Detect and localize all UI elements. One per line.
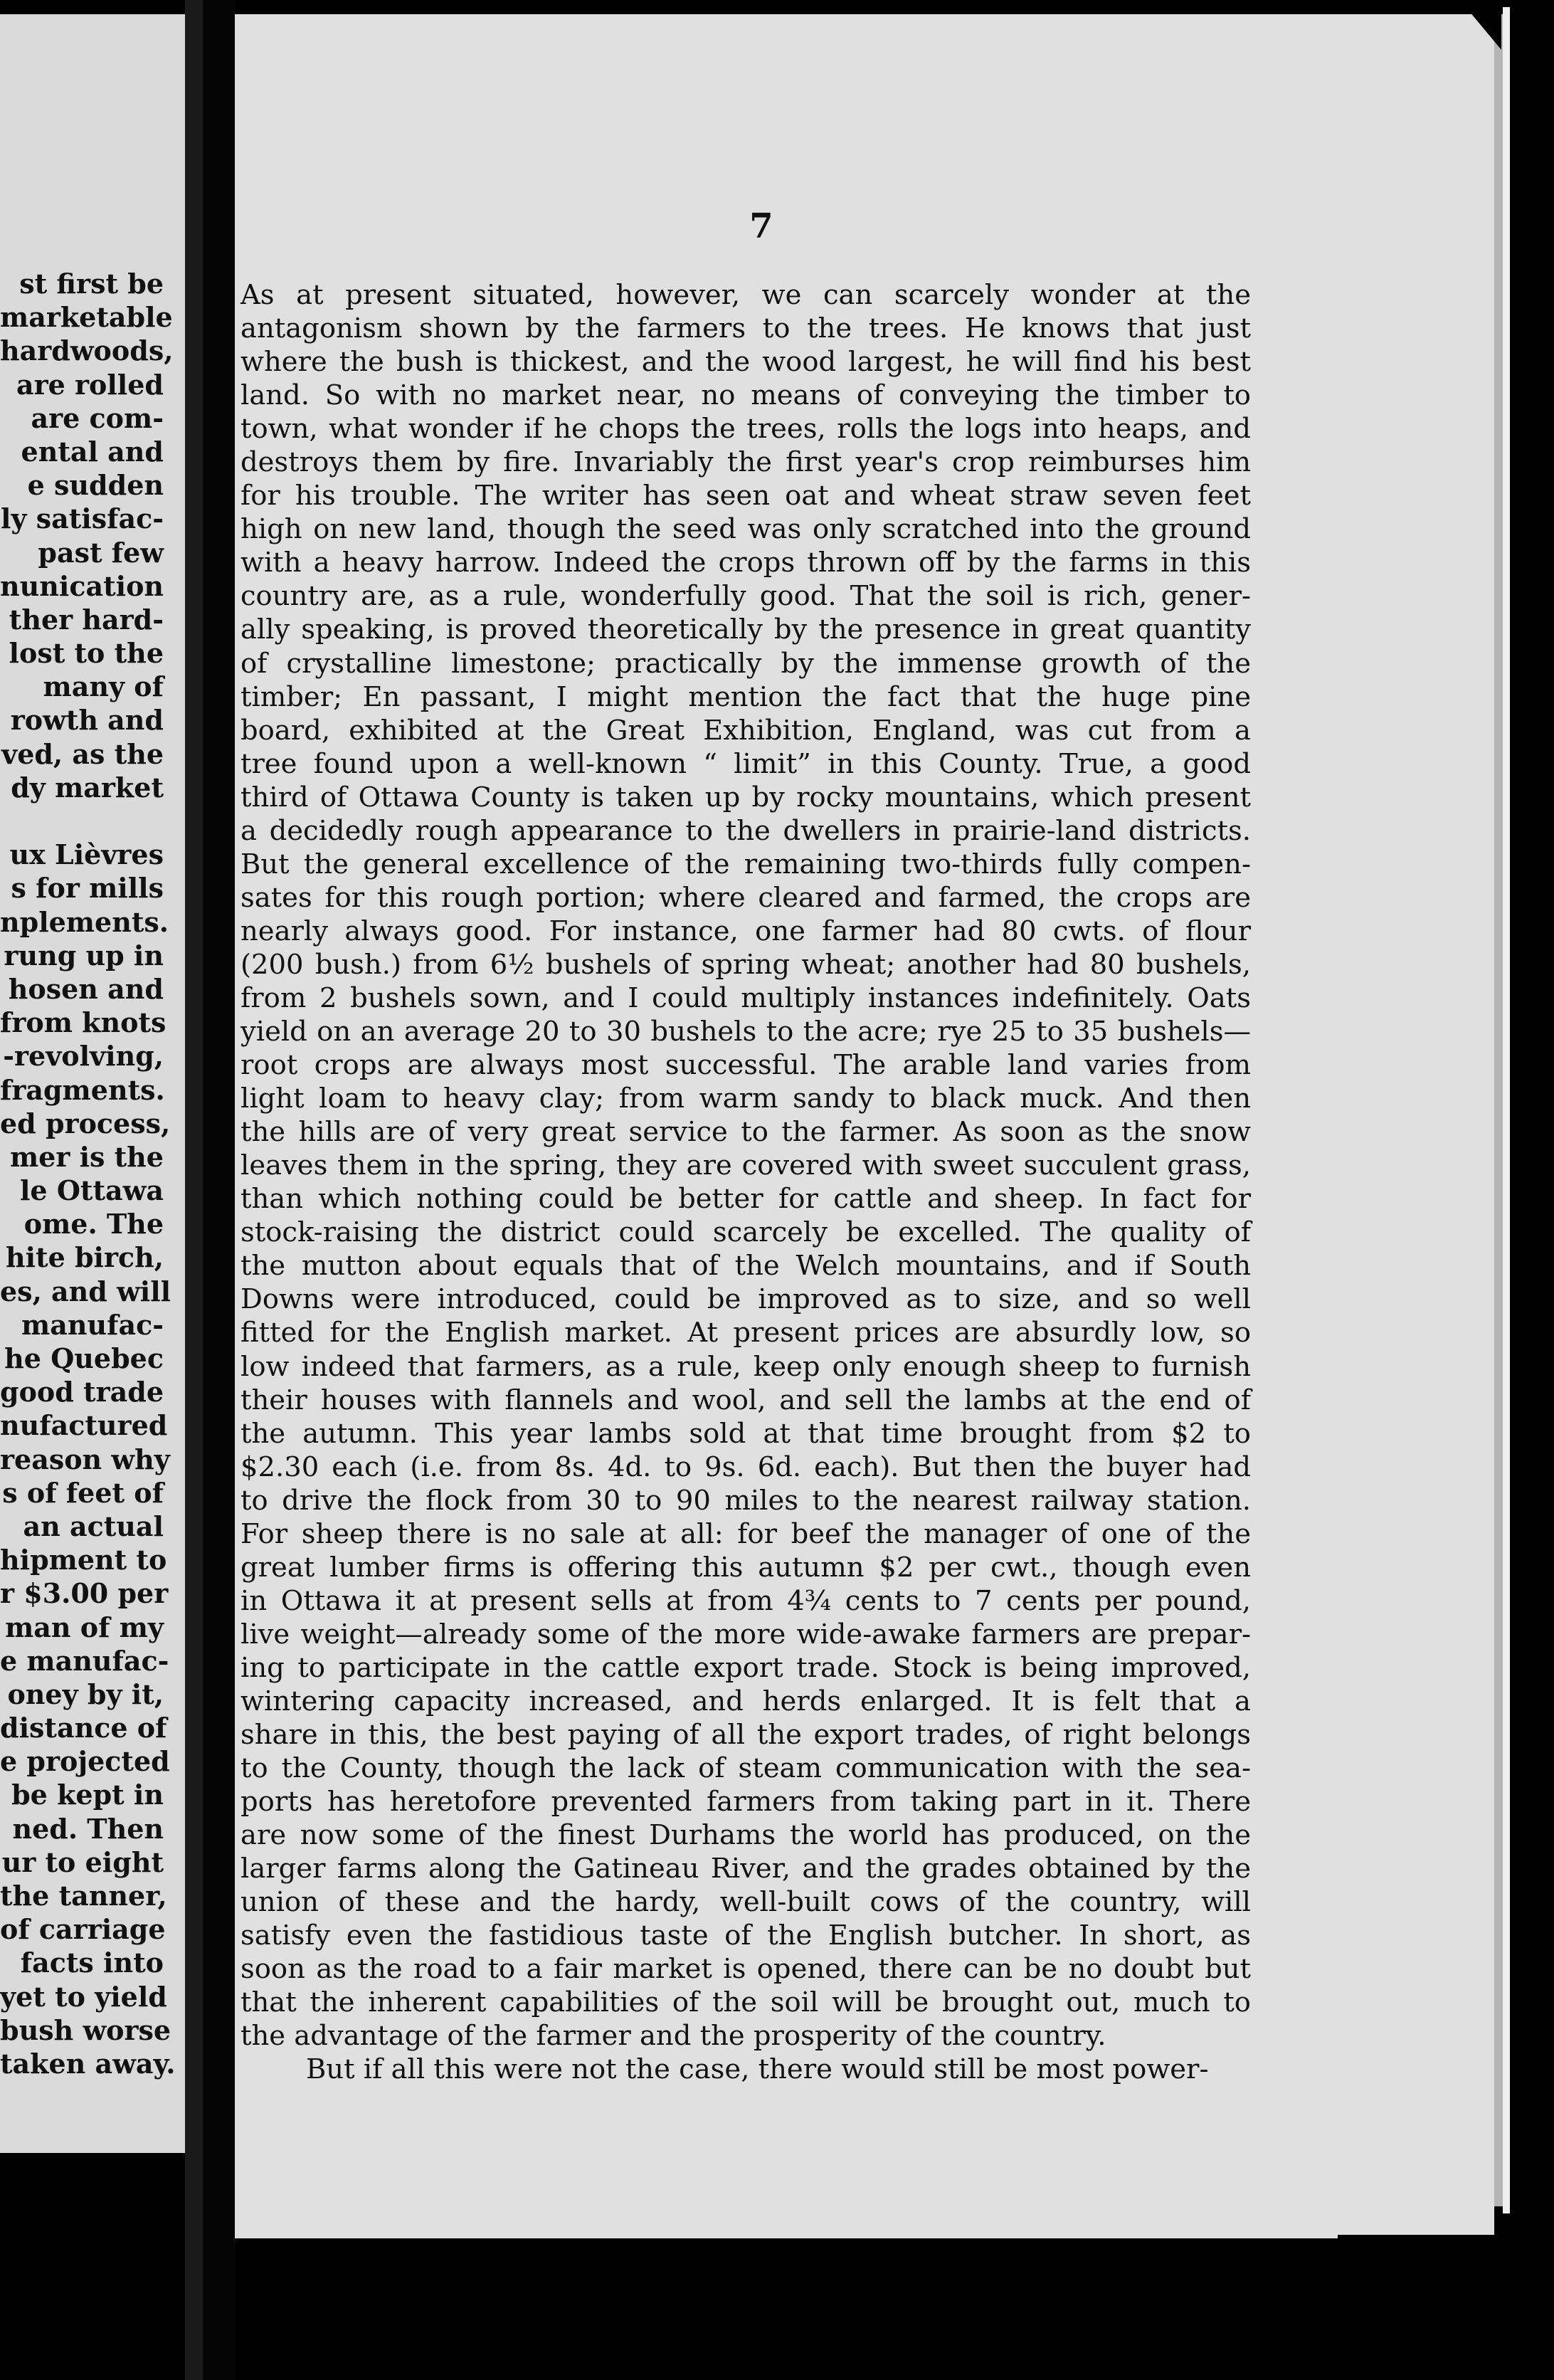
text-line: to the County, though the lack of steam communication with the sea- (240, 1752, 1251, 1785)
text-line: union of these and the hardy, well-built cows of the country, will (240, 1886, 1251, 1919)
text-line: antagonism shown by the farmers to the trees. He knows that just (240, 312, 1251, 345)
text-line: with a heavy harrow. Indeed the crops thrown off by the farms in this (240, 547, 1251, 579)
page-tear (1338, 2235, 1494, 2380)
left-page-line: yet to yield (0, 1980, 167, 2013)
left-page-line: reason why (0, 1443, 170, 1475)
left-page-line: hipment to (0, 1544, 167, 1576)
book-binding-shadow (203, 0, 235, 2380)
left-page-line: nplements. (0, 905, 169, 938)
text-line: ing to participate in the cattle export trade. Stock is being improved, (240, 1651, 1251, 1684)
text-line: land. So with no market near, no means of conveying the timber to (240, 379, 1251, 412)
left-page-line: rowth and (10, 704, 164, 737)
left-page-line: are com- (31, 401, 164, 434)
text-line: the hills are of very great service to the farmer. As soon as the snow (240, 1116, 1251, 1149)
text-line: fitted for the English market. At present prices are absurdly low, so (240, 1317, 1251, 1349)
left-page-line: ved, as the (1, 737, 164, 770)
text-line: stock-raising the district could scarcely be excelled. The quality of (240, 1216, 1251, 1249)
text-line: ally speaking, is proved theoretically by the presence in great quantity (240, 614, 1251, 646)
left-page-line: hosen and (8, 972, 164, 1005)
text-line: for his trouble. The writer has seen oat and wheat straw seven feet (240, 480, 1251, 512)
text-line: Downs were introduced, could be improved as to size, and so well (240, 1283, 1251, 1316)
left-page-line: e projected (0, 1745, 170, 1778)
left-page-line: ux Lièvres (9, 838, 164, 871)
left-page-line: taken away. (0, 2047, 176, 2080)
left-page-line: lost to the (9, 637, 164, 670)
text-line: board, exhibited at the Great Exhibition, England, was cut from a (240, 714, 1251, 747)
text-line: in Ottawa it at present sells at from 4¾ cents to 7 cents per pound, (240, 1584, 1251, 1617)
text-line: soon as the road to a fair market is opened, there can be no doubt but (240, 1953, 1251, 1986)
text-line: But the general excellence of the remaining two-thirds fully compen- (240, 848, 1251, 880)
left-page-line: an actual (23, 1510, 164, 1542)
text-line: For sheep there is no sale at all: for beef the manager of one of the (240, 1517, 1251, 1550)
left-page-text (0, 267, 176, 2080)
left-page-line: man of my (5, 1611, 164, 1643)
left-page-line: from knots (0, 1006, 166, 1039)
left-page-line: distance of (0, 1712, 167, 1744)
text-line: their houses with flannels and wool, and sell the lambs at the end of (240, 1384, 1251, 1416)
text-line: country are, as a rule, wonderfully good. That the soil is rich, gener- (240, 580, 1251, 613)
left-page-line (0, 804, 164, 838)
text-line: As at present situated, however, we can scarcely wonder at the (240, 279, 1251, 311)
left-page-line: ned. Then (12, 1812, 164, 1845)
left-page-line: ly satisfac- (0, 502, 164, 535)
text-line: satisfy even the fastidious taste of the English butcher. In short, as (240, 1920, 1251, 1952)
text-line: the advantage of the farmer and the prosperity of the country. (240, 2020, 1106, 2053)
text-line: (200 bush.) from 6½ bushels of spring wheat; another had 80 bushels, (240, 948, 1251, 981)
left-page-line: oney by it, (7, 1678, 164, 1710)
text-line: wintering capacity increased, and herds enlarged. It is felt that a (240, 1685, 1251, 1717)
left-page-line: nunication (0, 569, 164, 602)
text-line: than which nothing could be better for cattle and sheep. In fact for (240, 1183, 1251, 1216)
text-line: the autumn. This year lambs sold at that time brought from $2 to (240, 1417, 1251, 1450)
text-line: high on new land, though the seed was only scratched into the ground (240, 513, 1251, 546)
text-line: great lumber firms is offering this autumn $2 per cwt., though even (240, 1551, 1251, 1584)
left-page-line: the tanner, (0, 1880, 167, 1912)
text-line: of crystalline limestone; practically by the immense growth of the (240, 647, 1251, 680)
left-page-line: s of feet of (2, 1476, 164, 1509)
left-page-line: dy market (11, 771, 164, 804)
left-page-line: ed process, (0, 1107, 171, 1139)
left-page-line: good trade (0, 1376, 164, 1408)
text-line: But if all this were not the case, there would still be most power- (306, 2053, 1209, 2086)
main-page (235, 14, 1494, 2238)
text-line: sates for this rough portion; where cleared and farmed, the crops are (240, 881, 1251, 914)
page-number: 7 (749, 206, 773, 246)
text-line: ports has heretofore prevented farmers from taking part in it. There (240, 1786, 1251, 1818)
text-line: low indeed that farmers, as a rule, keep only enough sheep to furnish (240, 1350, 1251, 1383)
left-page-line: be kept in (11, 1779, 164, 1811)
left-page-line: facts into (20, 1947, 164, 1979)
page-edge-highlight (1503, 7, 1510, 2213)
left-page-line: are rolled (16, 368, 164, 401)
left-page-line: manufac- (21, 1308, 164, 1341)
left-page-line: r $3.00 per (0, 1577, 169, 1610)
left-page-line: es, and will (0, 1275, 171, 1307)
text-line: destroys them by fire. Invariably the first year's crop reimburses him (240, 446, 1251, 479)
left-page-line: many of (43, 670, 164, 703)
left-page-line: of carriage (0, 1913, 166, 1946)
left-page-line: he Quebec (4, 1342, 164, 1374)
text-line: root crops are always most successful. The arable land varies from (240, 1049, 1251, 1082)
text-line: larger farms along the Gatineau River, and the grades obtained by the (240, 1853, 1251, 1885)
left-page-line: marketable (0, 301, 173, 334)
text-line: leaves them in the spring, they are covered with sweet succulent grass, (240, 1149, 1251, 1182)
text-line: light loam to heavy clay; from warm sandy to black muck. And then (240, 1083, 1251, 1115)
text-line: from 2 bushels sown, and I could multiply instances indefinitely. Oats (240, 981, 1251, 1014)
left-page-line: ur to eight (1, 1845, 164, 1878)
text-line: the mutton about equals that of the Welch mountains, and if South (240, 1250, 1251, 1283)
text-line: yield on an average 20 to 30 bushels to the acre; rye 25 to 35 bushels— (240, 1016, 1251, 1048)
left-page-line: e manufac- (0, 1644, 169, 1677)
text-line: live weight—already some of the more wide-awake farmers are prepar- (240, 1618, 1251, 1650)
text-line: nearly always good. For instance, one farmer had 80 cwts. of flour (240, 915, 1251, 947)
left-page-line: ome. The (23, 1208, 164, 1241)
left-facing-page (0, 14, 213, 2153)
page-edge (1494, 14, 1503, 2206)
left-page-line: past few (38, 536, 164, 569)
left-page-line: s for mills (11, 872, 164, 905)
left-page-line: mer is the (9, 1140, 164, 1173)
text-line: third of Ottawa County is taken up by rocky mountains, which present (240, 781, 1251, 813)
left-page-line: hardwoods, (0, 335, 174, 367)
left-page-line: fragments. (0, 1073, 165, 1106)
left-page-line: -revolving, (3, 1040, 164, 1073)
text-line: town, what wonder if he chops the trees, rolls the logs into heaps, and (240, 413, 1251, 446)
text-line: that the inherent capabilities of the soil will be brought out, much to (240, 1986, 1251, 2019)
left-page-line: le Ottawa (19, 1174, 164, 1207)
book-gutter (185, 0, 203, 2380)
left-page-line: rung up in (4, 939, 164, 972)
left-page-line: st first be (19, 268, 164, 300)
text-line: a decidedly rough appearance to the dwellers in prairie-land districts. (240, 814, 1251, 847)
left-page-line: e sudden (27, 469, 164, 502)
text-line: $2.30 each (i.e. from 8s. 4d. to 9s. 6d. each). But then the buyer had (240, 1450, 1251, 1483)
left-page-line: ental and (21, 435, 164, 468)
text-line: timber; En passant, I might mention the fact that the huge pine (240, 680, 1251, 713)
left-page-line: bush worse (0, 2013, 171, 2046)
text-line: to drive the flock from 30 to 90 miles to the nearest railway station. (240, 1484, 1251, 1517)
body-text (240, 278, 1251, 2087)
text-line: share in this, the best paying of all the export trades, of right belongs (240, 1719, 1251, 1752)
left-page-line: ther hard- (9, 603, 164, 636)
text-line: are now some of the finest Durhams the world has produced, on the (240, 1819, 1251, 1852)
left-page-line: hite birch, (5, 1241, 164, 1274)
text-line: where the bush is thickest, and the wood largest, he will find his best (240, 346, 1251, 379)
text-line: tree found upon a well-known “ limit” in this County. True, a good (240, 747, 1251, 780)
left-page-line: nufactured (0, 1409, 168, 1442)
